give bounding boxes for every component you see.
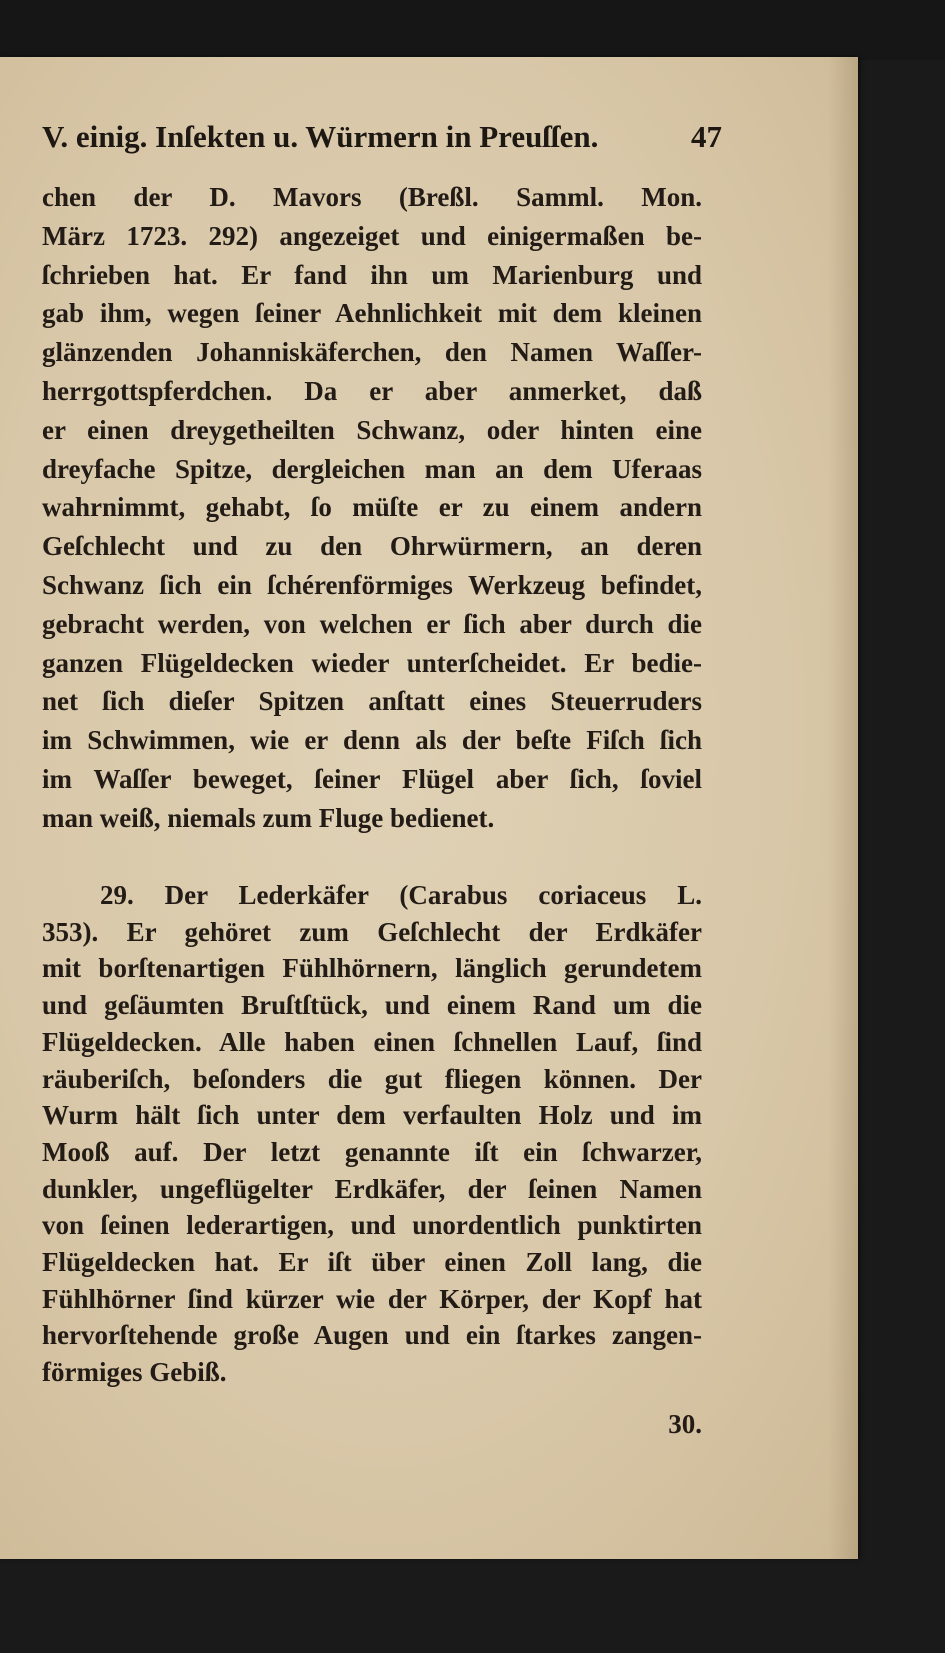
text-line: chen der D. Mavors (Breßl. Samml. Mon. <box>42 182 702 212</box>
text-line: Geſchlecht und zu den Ohrwürmern, an deren <box>42 531 702 562</box>
text-line: wahrnimmt, gehabt, ſo müſte er zu einem andern <box>42 492 702 523</box>
page-number: 47 <box>691 119 722 154</box>
text-line: dunkler, ungeflügelter Erdkäfer, der ſeinen Namen <box>42 1173 702 1204</box>
text-line: Mooß auf. Der letzt genannte iſt ein ſchwarzer, <box>42 1136 702 1167</box>
text-line: hervorſtehende große Augen und ein ſtarkes zangen- <box>42 1320 702 1351</box>
text-line: und geſäumten Bruſtſtück, und einem Rand um die <box>42 990 702 1021</box>
text-line: Flügeldecken hat. Er iſt über einen Zoll lang, die <box>42 1247 702 1277</box>
text-line: ganzen Flügeldecken wieder unterſcheidet. Er bedie- <box>42 647 702 678</box>
text-line: 29. Der Lederkäfer (Carabus coriaceus L. <box>100 880 702 910</box>
text-line: im Schwimmen, wie er denn als der beſte Fiſch ſich <box>42 725 702 756</box>
text-line: März 1723. 292) angezeiget und einigermaßen be- <box>42 220 702 251</box>
text-line: 353). Er gehöret zum Geſchlecht der Erdkäfer <box>42 916 702 947</box>
catchword: 30. <box>668 1409 702 1439</box>
text-line: mit borſtenartigen Fühlhörnern, länglich gerundetem <box>42 953 702 984</box>
book-page <box>0 57 858 1559</box>
text-line: herrgottspferdchen. Da er aber anmerket, daß <box>42 376 702 406</box>
running-header <box>42 119 722 155</box>
text-line: dreyfache Spitze, dergleichen man an dem Uferaas <box>42 453 702 484</box>
text-line: Flügeldecken. Alle haben einen ſchnellen Lauf, ſind <box>42 1026 702 1057</box>
scan-background <box>0 0 945 60</box>
text-line: räuberiſch, beſonders die gut fliegen können. Der <box>42 1063 702 1094</box>
text-line: man weiß, niemals zum Fluge bedienet. <box>42 802 495 833</box>
text-line: gebracht werden, von welchen er ſich aber durch die <box>42 608 702 639</box>
text-line: Wurm hält ſich unter dem verfaulten Holz und im <box>42 1100 702 1131</box>
running-title: V. einig. Inſekten u. Würmern in Preuſſen. <box>42 119 599 154</box>
text-line: gab ihm, wegen ſeiner Aehnlichkeit mit dem kleinen <box>42 298 702 329</box>
text-line: Schwanz ſich ein ſchérenförmiges Werkzeug befindet, <box>42 570 702 600</box>
text-line: Fühlhörner ſind kürzer wie der Körper, der Kopf hat <box>42 1283 702 1314</box>
text-line: im Waſſer beweget, ſeiner Flügel aber ſich, ſoviel <box>42 764 702 794</box>
text-line: ſchrieben hat. Er fand ihn um Marienburg und <box>42 259 702 290</box>
text-line: von ſeinen lederartigen, und unordentlich punktirten <box>42 1210 702 1241</box>
text-line: glänzenden Johanniskäferchen, den Namen Waſſer- <box>42 337 702 368</box>
text-line: er einen dreygetheilten Schwanz, oder hinten eine <box>42 414 702 445</box>
text-line: förmiges Gebiß. <box>42 1357 227 1388</box>
text-line: net ſich dieſer Spitzen anſtatt eines Steuerruders <box>42 686 702 717</box>
